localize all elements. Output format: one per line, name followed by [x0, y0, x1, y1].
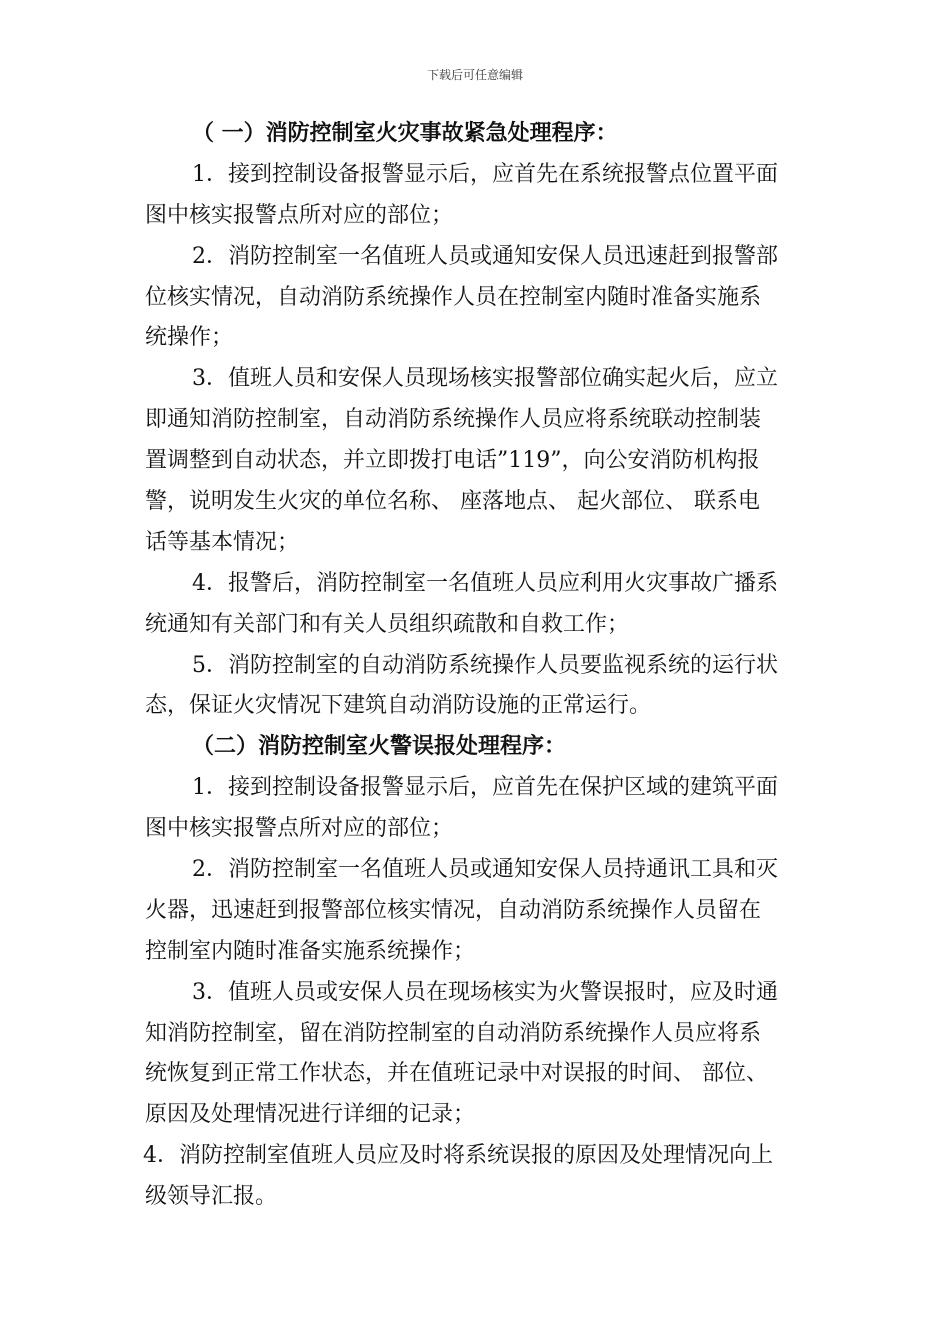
- paragraph-line: 警，说明发生火灾的单位名称、 座落地点、 起火部位、 联系电: [145, 489, 760, 515]
- paragraph-line: 图中核实报警点所对应的部位；: [145, 816, 454, 842]
- paragraph-line: 2．消防控制室一名值班人员或通知安保人员持通讯工具和灭: [192, 857, 778, 883]
- paragraph-line: 4．报警后，消防控制室一名值班人员应利用火灾事故广播系: [192, 570, 778, 596]
- paragraph-line: 4．消防控制室值班人员应及时将系统误报的原因及处理情况向上: [143, 1143, 773, 1169]
- page-header: 下载后可任意编辑: [426, 68, 523, 82]
- paragraph-line: 统操作；: [145, 325, 234, 351]
- paragraph-line: 位核实情况，自动消防系统操作人员在控制室内随时准备实施系: [145, 284, 762, 310]
- paragraph-line: 控制室内随时准备实施系统操作；: [145, 938, 476, 964]
- paragraph-line: 3．值班人员或安保人员在现场核实为火警误报时，应及时通: [192, 979, 778, 1005]
- paragraph-line: 即通知消防控制室，自动消防系统操作人员应将系统联动控制装: [145, 407, 762, 433]
- paragraph-line: 原因及处理情况进行详细的记录；: [145, 1102, 476, 1128]
- paragraph-line: 知消防控制室，留在消防控制室的自动消防系统操作人员应将系: [145, 1020, 762, 1046]
- paragraph-line: 1．接到控制设备报警显示后，应首先在系统报警点位置平面: [192, 161, 778, 187]
- paragraph-line: 3．值班人员和安保人员现场核实报警部位确实起火后，应立: [192, 366, 778, 392]
- paragraph-line: 话等基本情况；: [145, 529, 300, 555]
- paragraph-line: 态，保证火灾情况下建筑自动消防设施的正常运行。: [145, 693, 652, 719]
- paragraph-line: 置调整到自动状态，并立即拨打电话”119”，向公安消防机构报: [145, 448, 760, 474]
- section-heading-2: （二）消防控制室火警误报处理程序：: [192, 734, 567, 760]
- section-heading-1: （ 一）消防控制室火灾事故紧急处理程序：: [192, 121, 618, 146]
- paragraph-line: 统恢复到正常工作状态，并在值班记录中对误报的时间、 部位、: [145, 1061, 768, 1087]
- paragraph-line: 火器，迅速赶到报警部位核实情况，自动消防系统操作人员留在: [145, 897, 762, 923]
- document-body: [145, 114, 810, 1218]
- paragraph-line: 2．消防控制室一名值班人员或通知安保人员迅速赶到报警部: [192, 243, 778, 269]
- paragraph-line: 图中核实报警点所对应的部位；: [145, 202, 454, 228]
- paragraph-line: 1．接到控制设备报警显示后，应首先在保护区域的建筑平面: [192, 775, 778, 801]
- paragraph-line: 级领导汇报。: [145, 1184, 278, 1210]
- paragraph-line: 统通知有关部门和有关人员组织疏散和自救工作；: [145, 611, 630, 637]
- paragraph-line: 5．消防控制室的自动消防系统操作人员要监视系统的运行状: [192, 652, 778, 678]
